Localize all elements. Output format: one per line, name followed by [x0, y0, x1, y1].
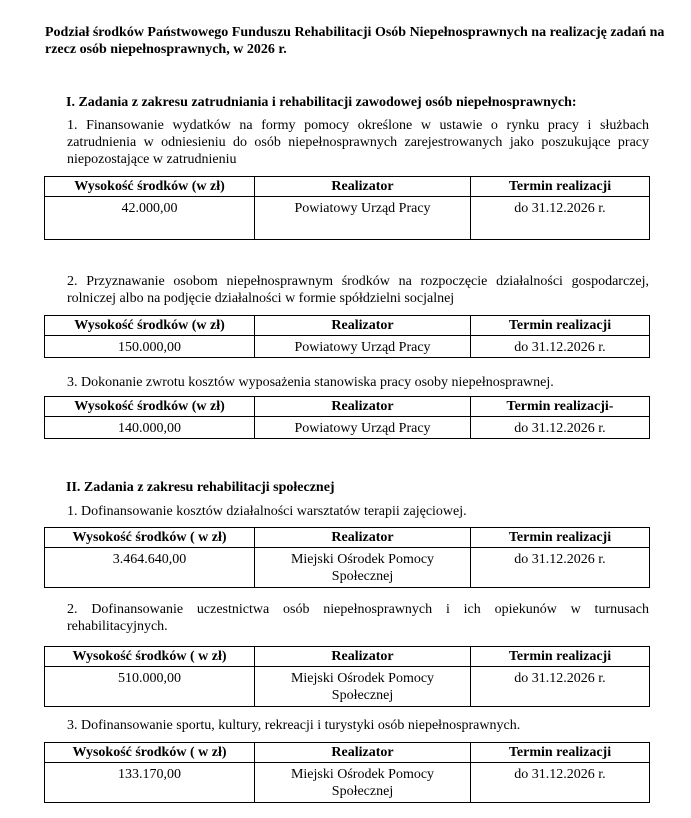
- task-description-text: 2. Dofinansowanie uczestnictwa osób niepełnosprawnych i ich opiekunów w turnusach rehabilitacyjnych.: [67, 602, 649, 634]
- header-realizator: Realizator: [255, 528, 471, 548]
- funding-table-2-1: [44, 527, 650, 588]
- section-heading-1: I. Zadania z zakresu zatrudniania i rehabilitacji zawodowej osób niepełnosprawnych:: [66, 95, 577, 110]
- cell-amount: 3.464.640,00: [45, 548, 255, 588]
- funding-table-1-2: [44, 315, 650, 358]
- header-deadline: Termin realizacji: [471, 177, 650, 197]
- cell-deadline: do 31.12.2026 r.: [471, 417, 650, 439]
- cell-deadline: do 31.12.2026 r.: [471, 197, 650, 240]
- cell-realizator: Powiatowy Urząd Pracy: [255, 417, 471, 439]
- task-description-2-1: [45, 503, 649, 520]
- task-description-2-2: [45, 601, 649, 635]
- funding-table-2-3: [44, 742, 650, 803]
- header-realizator: Realizator: [255, 647, 471, 667]
- funding-table-1-1: [44, 176, 650, 240]
- cell-amount: 150.000,00: [45, 336, 255, 358]
- header-deadline: Termin realizacji-: [471, 397, 650, 417]
- header-deadline: Termin realizacji: [471, 316, 650, 336]
- header-amount: Wysokość środków ( w zł): [45, 647, 255, 667]
- header-deadline: Termin realizacji: [471, 647, 650, 667]
- header-amount: Wysokość środków (w zł): [45, 177, 255, 197]
- header-amount: Wysokość środków ( w zł): [45, 743, 255, 763]
- task-description-text: 3. Dokonanie zwrotu kosztów wyposażenia stanowiska pracy osoby niepełnosprawnej.: [67, 375, 554, 390]
- task-description-2-3: [45, 717, 649, 734]
- task-description-1-3: [45, 374, 649, 391]
- cell-realizator: Powiatowy Urząd Pracy: [255, 336, 471, 358]
- task-description-text: 2. Przyznawanie osobom niepełnosprawnym środków na rozpoczęcie działalności gospodarczej, rolniczej albo na podjęcie działalności w formie spółdzielni socjalnej: [67, 274, 649, 306]
- header-amount: Wysokość środków (w zł): [45, 397, 255, 417]
- header-deadline: Termin realizacji: [471, 743, 650, 763]
- section-heading-2: II. Zadania z zakresu rehabilitacji społecznej: [66, 480, 335, 495]
- header-amount: Wysokość środków (w zł): [45, 316, 255, 336]
- task-description-text: 3. Dofinansowanie sportu, kultury, rekreacji i turystyki osób niepełnosprawnych.: [67, 718, 521, 733]
- cell-realizator: Miejski Ośrodek Pomocy Społecznej: [255, 667, 471, 707]
- header-deadline: Termin realizacji: [471, 528, 650, 548]
- header-realizator: Realizator: [255, 397, 471, 417]
- cell-amount: 140.000,00: [45, 417, 255, 439]
- document-title: Podział środków Państwowego Funduszu Rehabilitacji Osób Niepełnosprawnych na realizację zadań na rzecz osób niepełnosprawnych, w 2026 r.: [45, 25, 665, 57]
- cell-deadline: do 31.12.2026 r.: [471, 548, 650, 588]
- cell-realizator: Miejski Ośrodek Pomocy Społecznej: [255, 548, 471, 588]
- cell-deadline: do 31.12.2026 r.: [471, 336, 650, 358]
- task-description-text: 1. Dofinansowanie kosztów działalności warsztatów terapii zajęciowej.: [67, 504, 467, 519]
- header-realizator: Realizator: [255, 316, 471, 336]
- task-description-text: 1. Finansowanie wydatków na formy pomocy określone w ustawie o rynku pracy i służbach zatrudnienia w odniesieniu do osób niepełnosprawnych zarejestrowanych jako poszukujące pracy niepozostające w zatrudnieniu: [67, 118, 649, 167]
- task-description-1-2: [45, 273, 649, 307]
- funding-table-1-3: [44, 396, 650, 439]
- cell-amount: 42.000,00: [45, 197, 255, 240]
- cell-realizator: Miejski Ośrodek Pomocy Społecznej: [255, 763, 471, 803]
- funding-table-2-2: [44, 646, 650, 707]
- header-realizator: Realizator: [255, 743, 471, 763]
- cell-deadline: do 31.12.2026 r.: [471, 763, 650, 803]
- cell-deadline: do 31.12.2026 r.: [471, 667, 650, 707]
- task-description-1-1: [45, 117, 649, 168]
- cell-realizator: Powiatowy Urząd Pracy: [255, 197, 471, 240]
- header-amount: Wysokość środków ( w zł): [45, 528, 255, 548]
- cell-amount: 510.000,00: [45, 667, 255, 707]
- header-realizator: Realizator: [255, 177, 471, 197]
- cell-amount: 133.170,00: [45, 763, 255, 803]
